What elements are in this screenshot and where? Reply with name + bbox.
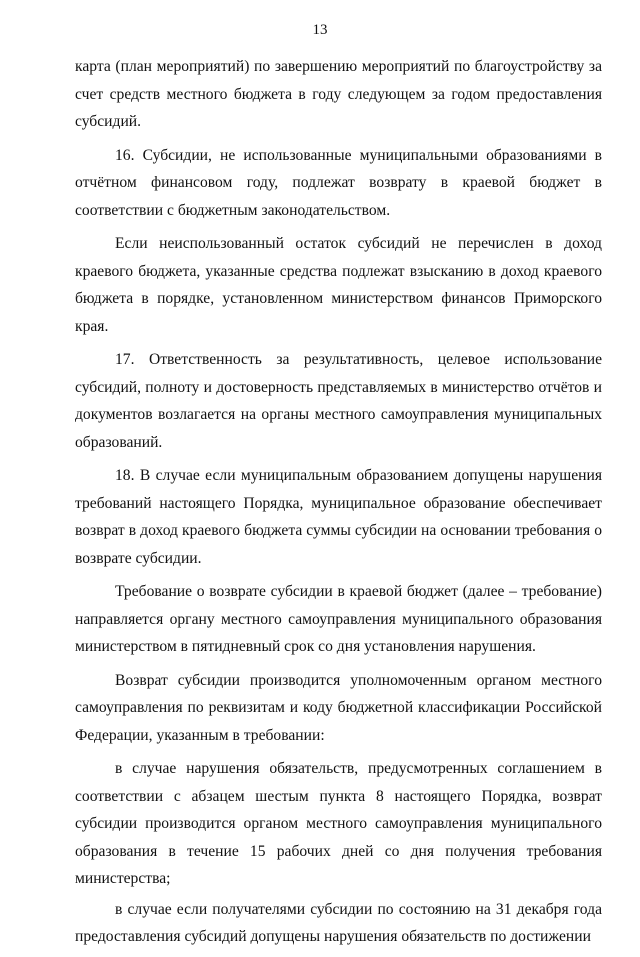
paragraph-return-requirement: Требование о возврате субсидии в краевой бюджет (далее – требование) направляется органу местного самоуправления муниципального образования министерством в пятидневный срок со дня установления нарушения. <box>75 583 602 655</box>
paragraph-recipients-breach: в случае если получателями субсидии по состоянию на 31 декабря года предоставления субсидий допущены нарушения обязательств по достижении <box>75 900 602 945</box>
paragraph-item-17: 17. Ответственность за результативность, целевое использование субсидий, полноту и достоверность представляемых в министерство отчётов и документов возлагается на органы местного самоуправления муниципальных образований. <box>75 351 602 451</box>
paragraph-continuation: карта (план мероприятий) по завершению мероприятий по благоустройству за счет средств местного бюджета в году следующем за годом предоставления субсидий. <box>75 58 602 130</box>
paragraph-item-18: 18. В случае если муниципальным образованием допущены нарушения требований настоящего Порядка, муниципальное образование обеспечивает возврат в доход краевого бюджета суммы субсидии на основании требования о возврате субсидии. <box>75 467 602 567</box>
document-body <box>75 53 602 957</box>
paragraph-unused-balance: Если неиспользованный остаток субсидий не перечислен в доход краевого бюджета, указанные средства подлежат взысканию в доход краевого бюджета в порядке, установленном министерством финансов Приморского края. <box>75 235 602 335</box>
paragraph-item-16: 16. Субсидии, не использованные муниципальными образованиями в отчётном финансовом году, подлежат возврату в краевой бюджет в соответствии с бюджетным законодательством. <box>75 146 602 219</box>
paragraph-return-procedure: Возврат субсидии производится уполномоченным органом местного самоуправления по реквизитам и коду бюджетной классификации Российской Федерации, указанным в требовании: <box>75 671 602 744</box>
paragraph-obligation-breach: в случае нарушения обязательств, предусмотренных соглашением в соответствии с абзацем шестым пункта 8 настоящего Порядка, возврат субсидии производится органом местного самоуправления муниципального образования в течение 15 рабочих дней со дня получения требования министерства; <box>75 760 602 887</box>
page-number: 13 <box>312 22 328 38</box>
